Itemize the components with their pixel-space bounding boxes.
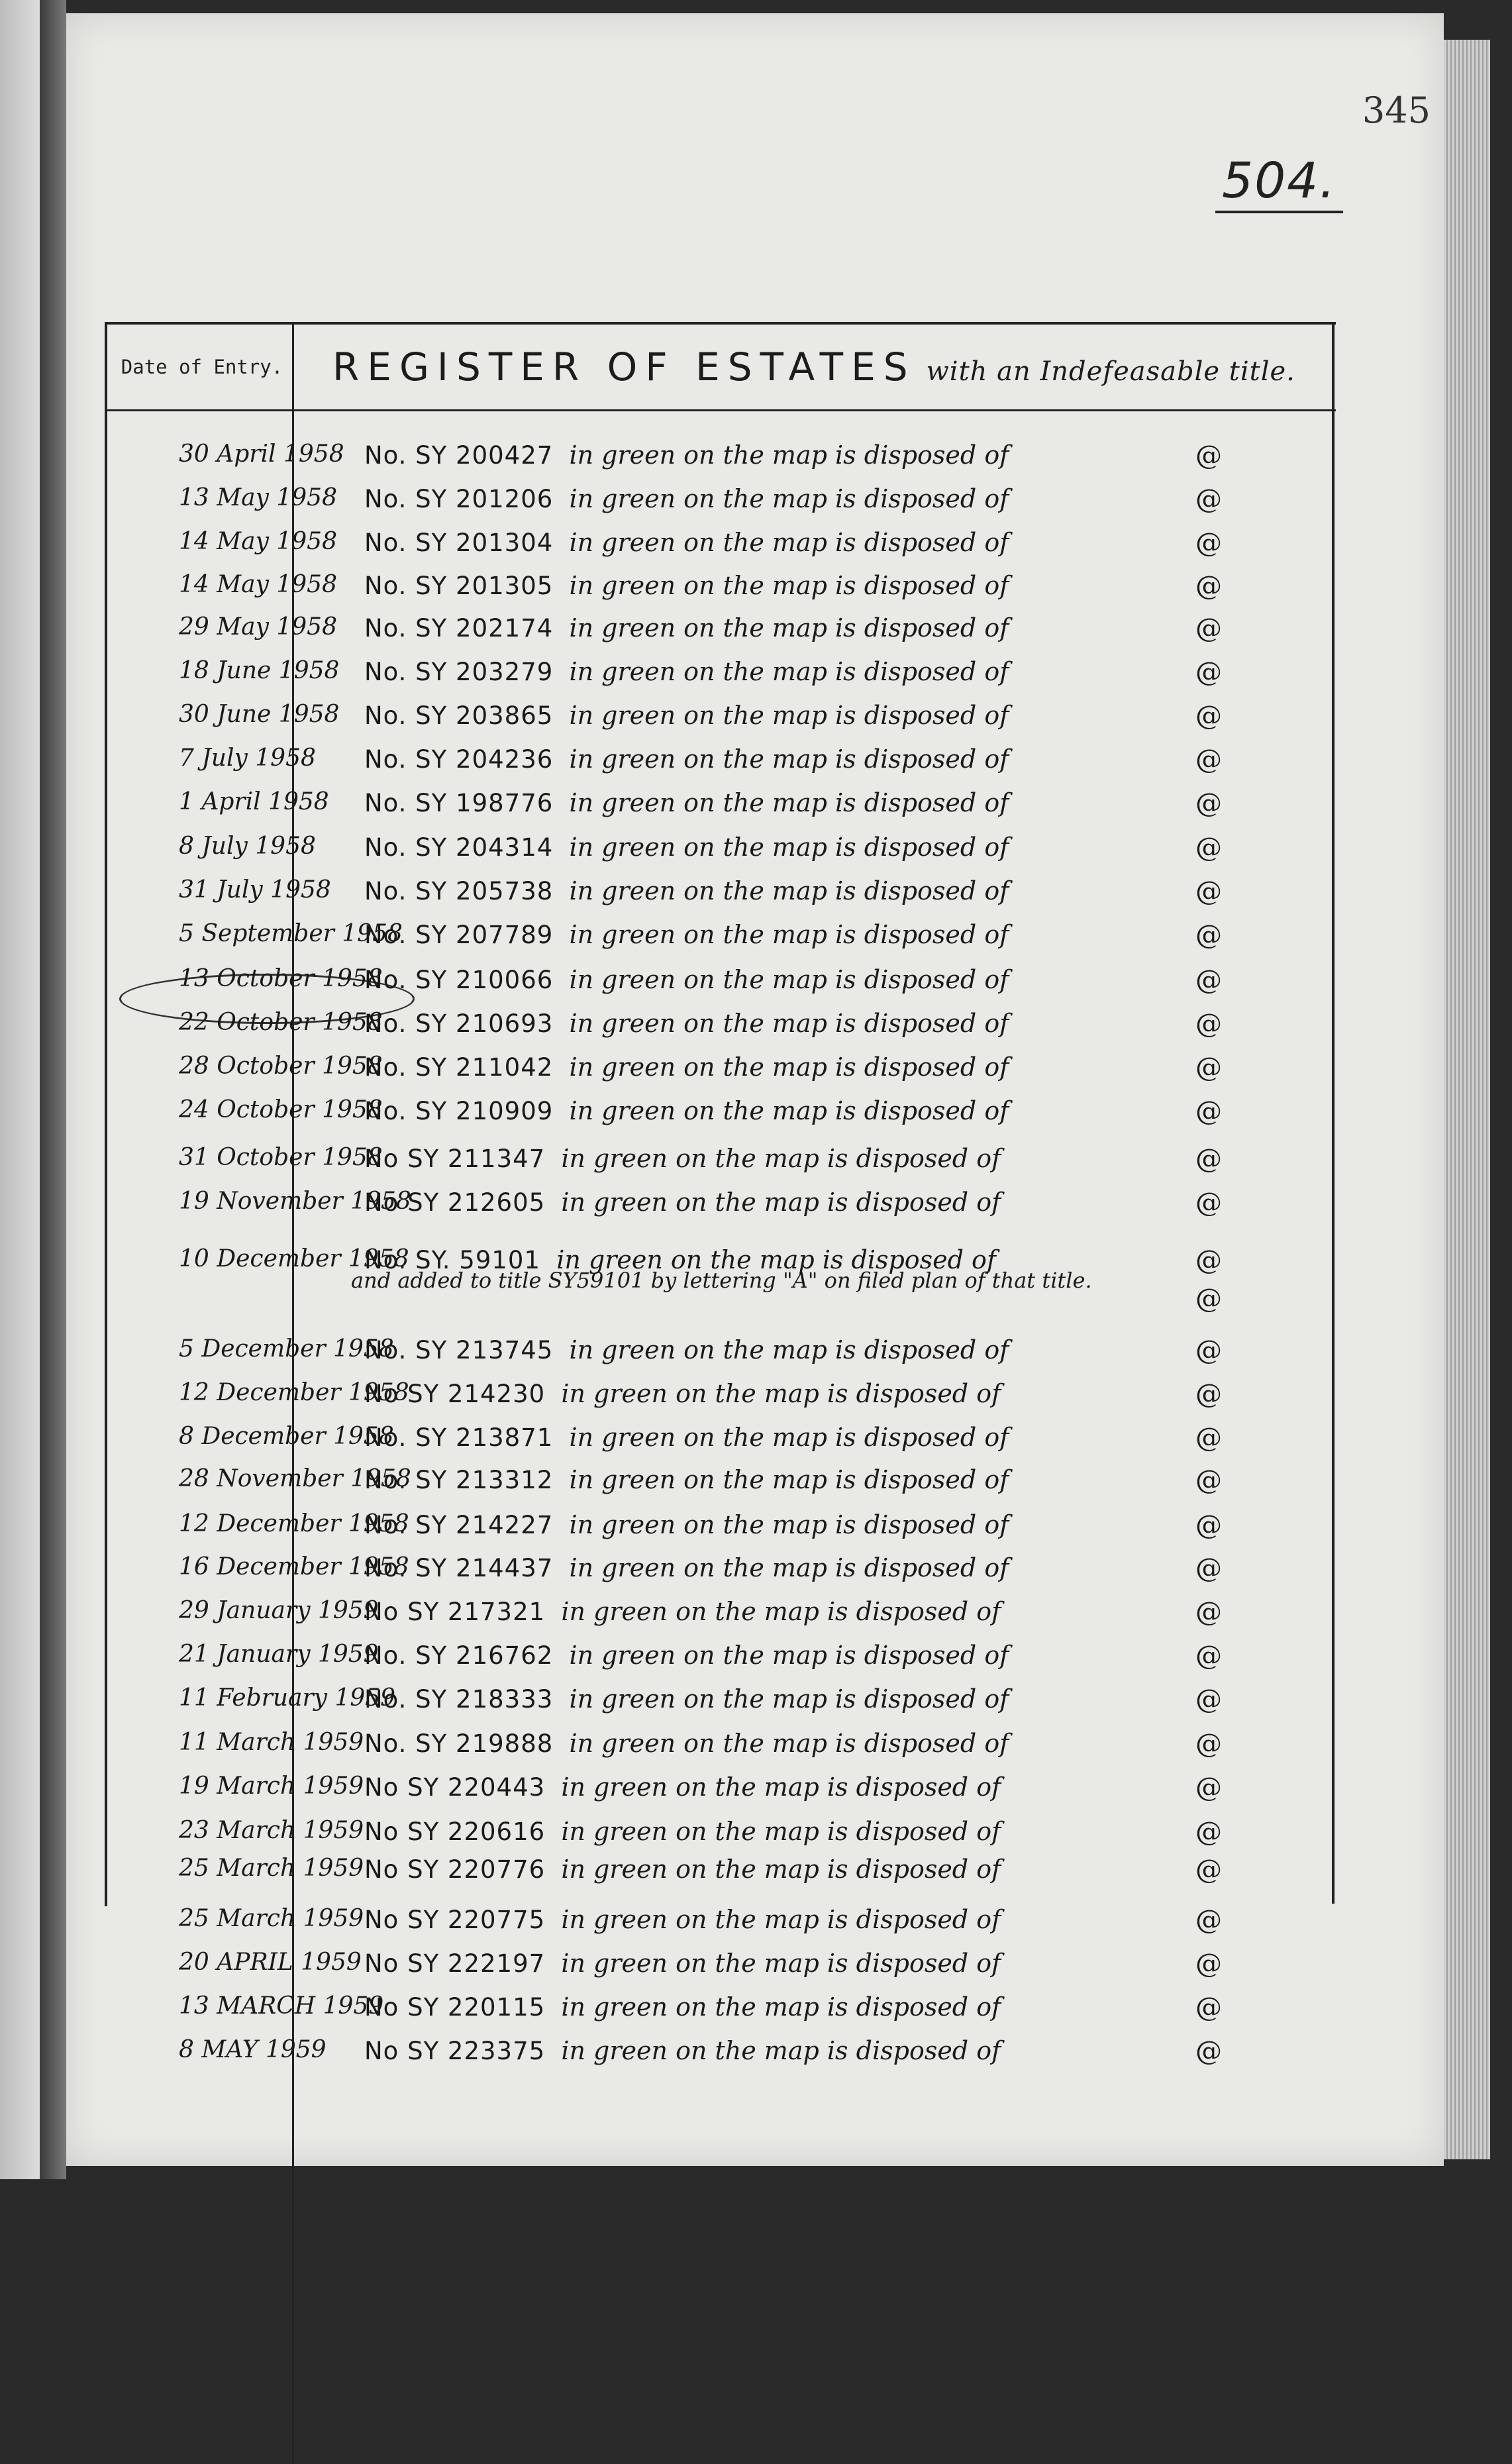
entry-description: in green on the map is disposed of [569,965,1009,994]
initial-mark: @ [1195,1096,1222,1127]
entry-text [364,701,1009,730]
entry-description: in green on the map is disposed of [569,1641,1009,1670]
title-number: No. SY. 59101 [364,1246,541,1274]
initial-mark: @ [1195,1335,1222,1366]
title-number: No. SY 203279 [364,658,554,686]
register-entry-row [66,701,1291,741]
entry-text [364,744,1009,774]
initial-mark: @ [1195,876,1222,907]
title-number: No SY 217321 [364,1598,546,1626]
initial-mark: @ [1195,1188,1222,1218]
title-number: No. SY 201206 [364,485,554,513]
entry-description: in green on the map is disposed of [561,1992,1001,2022]
initial-mark: @ [1195,440,1222,471]
entry-description: in green on the map is disposed of [569,1052,1009,1082]
initial-mark: @ [1195,1684,1222,1715]
title-number: No SY 220443 [364,1773,546,1802]
title-number: No SY 211347 [364,1145,546,1173]
entry-text [364,1510,1009,1539]
register-entry-row [66,965,1291,1005]
entry-date: 5 December 1958 [179,1335,394,1362]
entry-date: 19 March 1959 [179,1772,364,1800]
register-entry-row [66,1009,1291,1049]
entry-text [364,1009,1009,1038]
entry-description: in green on the map is disposed of [569,440,1009,470]
register-entry-row [66,1335,1291,1375]
title-number: No. SY 201305 [364,572,554,600]
register-entry-row [66,484,1291,524]
register-entry-row [66,2036,1291,2076]
register-entry-row [66,1553,1291,1593]
entry-text [364,528,1009,557]
entry-date: 5 September 1958 [179,920,403,947]
entry-description: in green on the map is disposed of [569,1510,1009,1539]
register-entry-row [66,1096,1291,1136]
initial-mark: @ [1195,1284,1222,1314]
title-number: No. SY 213871 [364,1423,554,1452]
register-entry-row [66,920,1291,960]
entry-description: in green on the map is disposed of [561,1772,1001,1802]
entry-date: 11 March 1959 [179,1729,364,1756]
title-number: No SY 212605 [364,1188,546,1217]
initial-mark: @ [1195,484,1222,515]
register-entry-row [66,1052,1291,1092]
register-entry-row [66,1379,1291,1419]
initial-mark: @ [1195,833,1222,863]
initial-mark: @ [1195,657,1222,688]
entry-date: 29 January 1959 [179,1597,379,1624]
entry-description: in green on the map is disposed of [561,1597,1001,1626]
entry-date: 30 June 1958 [179,701,340,728]
register-entry-row [66,1465,1291,1505]
initial-mark: @ [1195,1905,1222,1935]
entry-date: 16 December 1958 [179,1553,409,1580]
entry-description: in green on the map is disposed of [569,1096,1009,1125]
entry-description: in green on the map is disposed of [569,876,1009,905]
initial-mark: @ [1195,1423,1222,1453]
title-number: No. SY 198776 [364,789,554,817]
title-number: No. SY 210693 [364,1009,554,1038]
register-entry-row [66,1245,1291,1314]
entry-date: 25 March 1959 [179,1905,364,1932]
title-number: No SY 220616 [364,1818,546,1846]
initial-mark: @ [1195,1817,1222,1847]
entry-text [364,788,1009,817]
title-number: No SY 220115 [364,1993,546,2022]
register-entry-row [66,1817,1291,1857]
entry-text [364,1772,1001,1802]
entry-description: in green on the map is disposed of [561,1949,1001,1978]
initial-mark: @ [1195,2036,1222,2067]
entry-date: 29 May 1958 [179,613,337,641]
entry-date: 11 February 1959 [179,1684,396,1712]
entry-description: in green on the map is disposed of [561,1379,1001,1408]
initial-mark: @ [1195,965,1222,996]
initial-mark: @ [1195,528,1222,558]
entry-text [364,571,1009,600]
register-entry-row [66,1188,1291,1227]
entry-continuation: and added to title SY59101 by lettering "A" on filed plan of that title. [351,1268,1092,1293]
register-entry-row [66,1597,1291,1637]
entry-description: in green on the map is disposed of [569,1465,1009,1494]
title-number: No SY 222197 [364,1949,546,1978]
entry-description: in green on the map is disposed of [569,1423,1009,1452]
initial-mark: @ [1195,701,1222,731]
entry-description: in green on the map is disposed of [561,1817,1001,1846]
entry-date: 31 October 1958 [179,1144,383,1171]
entry-date: 30 April 1958 [179,440,344,468]
entry-text [364,1096,1009,1125]
entry-description: in green on the map is disposed of [569,1553,1009,1582]
entry-description: in green on the map is disposed of [569,571,1009,600]
entry-date: 13 May 1958 [179,484,337,511]
initial-mark: @ [1195,1144,1222,1174]
title-number: No. SY 210909 [364,1097,554,1125]
entry-text [364,876,1009,905]
entry-date: 28 October 1958 [179,1052,383,1080]
page-reference: 504. [1215,152,1343,213]
entry-date: 19 November 1958 [179,1188,411,1215]
entry-date: 23 March 1959 [179,1817,364,1844]
register-entry-row [66,1855,1291,1894]
entry-text [364,440,1009,470]
initial-mark: @ [1195,1729,1222,1759]
register-entry-row [66,1641,1291,1680]
initial-mark: @ [1195,1009,1222,1039]
entry-description: in green on the map is disposed of [569,833,1009,862]
entry-date: 8 MAY 1959 [179,2036,327,2063]
register-title-main: REGISTER OF ESTATES [332,344,916,389]
entry-description: in green on the map is disposed of [569,1729,1009,1758]
entry-date: 20 APRIL 1959 [179,1949,362,1976]
register-entry-row [66,1144,1291,1184]
register-entry-row [66,1423,1291,1463]
entry-description: in green on the map is disposed of [561,1144,1001,1173]
register-entry-row [66,1905,1291,1945]
entry-text [364,965,1009,994]
entry-date: 7 July 1958 [179,744,316,772]
entry-description: in green on the map is disposed of [569,657,1009,686]
register-entry-row [66,1949,1291,1988]
register-entry-row [66,788,1291,828]
entry-text [364,1905,1001,1934]
entry-text [364,1188,1001,1217]
entry-date: 12 December 1958 [179,1379,409,1406]
register-title-suffix: with an Indefeasable title. [926,356,1295,387]
entry-date: 31 July 1958 [179,876,331,903]
entry-date: 25 March 1959 [179,1855,364,1882]
entry-date: 14 May 1958 [179,571,337,598]
title-number: No. SY 201304 [364,529,554,557]
entry-description: in green on the map is disposed of [569,1009,1009,1038]
initial-mark: @ [1195,920,1222,950]
title-number: No. SY 216762 [364,1641,554,1670]
entry-text [364,1335,1009,1364]
title-number: No. SY 219888 [364,1729,554,1758]
title-number: No. SY 213312 [364,1466,554,1494]
register-entry-row [66,833,1291,872]
entry-text [364,1992,1001,2022]
title-number: No. SY 218333 [364,1685,554,1714]
entry-description: in green on the map is disposed of [556,1245,996,1274]
title-number: No SY 214230 [364,1380,546,1408]
entry-description: in green on the map is disposed of [569,613,1009,642]
title-number: No. SY 210066 [364,966,554,994]
entry-description: in green on the map is disposed of [569,701,1009,730]
initial-mark: @ [1195,1510,1222,1541]
initial-mark: @ [1195,788,1222,819]
initial-mark: @ [1195,1641,1222,1671]
entry-date: 28 November 1958 [179,1465,411,1492]
entry-text [364,1729,1009,1758]
register-entry-row [66,1772,1291,1812]
entry-text [364,484,1009,513]
initial-mark: @ [1195,1465,1222,1496]
register-entry-row [66,657,1291,697]
title-number: No. SY 204314 [364,833,554,862]
entry-text [364,1597,1001,1626]
initial-mark: @ [1195,1949,1222,1979]
entry-date: 22 October 1958 [179,1009,383,1036]
entry-text [364,1855,1001,1884]
title-number: No. SY 200427 [364,441,554,470]
entry-description: in green on the map is disposed of [569,744,1009,774]
register-entry-row [66,571,1291,611]
initial-mark: @ [1195,744,1222,775]
entry-date: 24 October 1958 [179,1096,383,1123]
entry-description: in green on the map is disposed of [569,1684,1009,1714]
entry-description: in green on the map is disposed of [561,1905,1001,1934]
entry-text [364,920,1009,949]
initial-mark: @ [1195,613,1222,644]
entry-description: in green on the map is disposed of [569,484,1009,513]
register-entry-row [66,744,1291,784]
entry-date: 8 December 1958 [179,1423,394,1450]
entry-text [364,1052,1009,1082]
entry-date: 10 December 1958 [179,1245,409,1272]
register-entry-row [66,876,1291,916]
entry-description: in green on the map is disposed of [569,528,1009,557]
entry-description: in green on the map is disposed of [569,920,1009,949]
title-number: No. SY 214437 [364,1554,554,1582]
date-of-entry-label: Date of Entry. [121,356,283,378]
entry-text [364,1949,1001,1978]
entry-date: 21 January 1959 [179,1641,379,1668]
entry-date: 13 MARCH 1959 [179,1992,384,2020]
register-entry-row [66,1510,1291,1550]
entry-text [364,1379,1001,1408]
entry-text [364,2036,1001,2065]
entry-text [364,657,1009,686]
entry-text [364,1465,1009,1494]
register-entry-row [66,1684,1291,1724]
title-number: No SY 220775 [364,1906,546,1934]
entry-text [364,833,1009,862]
entry-text [364,1684,1009,1714]
title-number: No. SY 207789 [364,921,554,949]
initial-mark: @ [1195,1553,1222,1584]
title-number: No. SY 202174 [364,614,554,642]
entry-date: 14 May 1958 [179,528,337,555]
title-number: No. SY 205738 [364,877,554,905]
register-entry-row [66,440,1291,480]
entry-text [364,1641,1009,1670]
entry-description: in green on the map is disposed of [569,788,1009,817]
entry-description: in green on the map is disposed of [561,2036,1001,2065]
initial-mark: @ [1195,1772,1222,1803]
register-entry-row [66,528,1291,568]
initial-mark: @ [1195,1379,1222,1410]
entry-description: in green on the map is disposed of [561,1855,1001,1884]
entry-date: 13 October 1958 [179,965,383,992]
entry-text [364,1144,1001,1173]
initial-mark: @ [1195,1992,1222,2023]
entry-date: 12 December 1958 [179,1510,409,1537]
entry-description: in green on the map is disposed of [561,1188,1001,1217]
register-entry-row [66,1729,1291,1769]
title-number: No. SY 213745 [364,1336,554,1364]
initial-mark: @ [1195,1855,1222,1885]
initial-mark: @ [1195,1245,1222,1276]
entry-date: 8 July 1958 [179,833,316,860]
initial-mark: @ [1195,571,1222,601]
entry-text [364,1817,1001,1846]
initial-mark: @ [1195,1597,1222,1627]
entry-date: 18 June 1958 [179,657,340,684]
entry-description: in green on the map is disposed of [569,1335,1009,1364]
title-number: No. SY 203865 [364,701,554,730]
title-number: No. SY 211042 [364,1053,554,1082]
title-number: No SY 223375 [364,2037,546,2065]
folio-number: 345 [1362,89,1431,131]
entry-text [364,613,1009,642]
entry-date: 1 April 1958 [179,788,329,815]
register-entry-row [66,613,1291,653]
title-number: No. SY 204236 [364,745,554,774]
title-number: No. SY 214227 [364,1511,554,1539]
initial-mark: @ [1195,1052,1222,1083]
register-entry-row [66,1992,1291,2032]
entry-text [364,1553,1009,1582]
entry-text [364,1423,1009,1452]
title-number: No SY 220776 [364,1855,546,1884]
